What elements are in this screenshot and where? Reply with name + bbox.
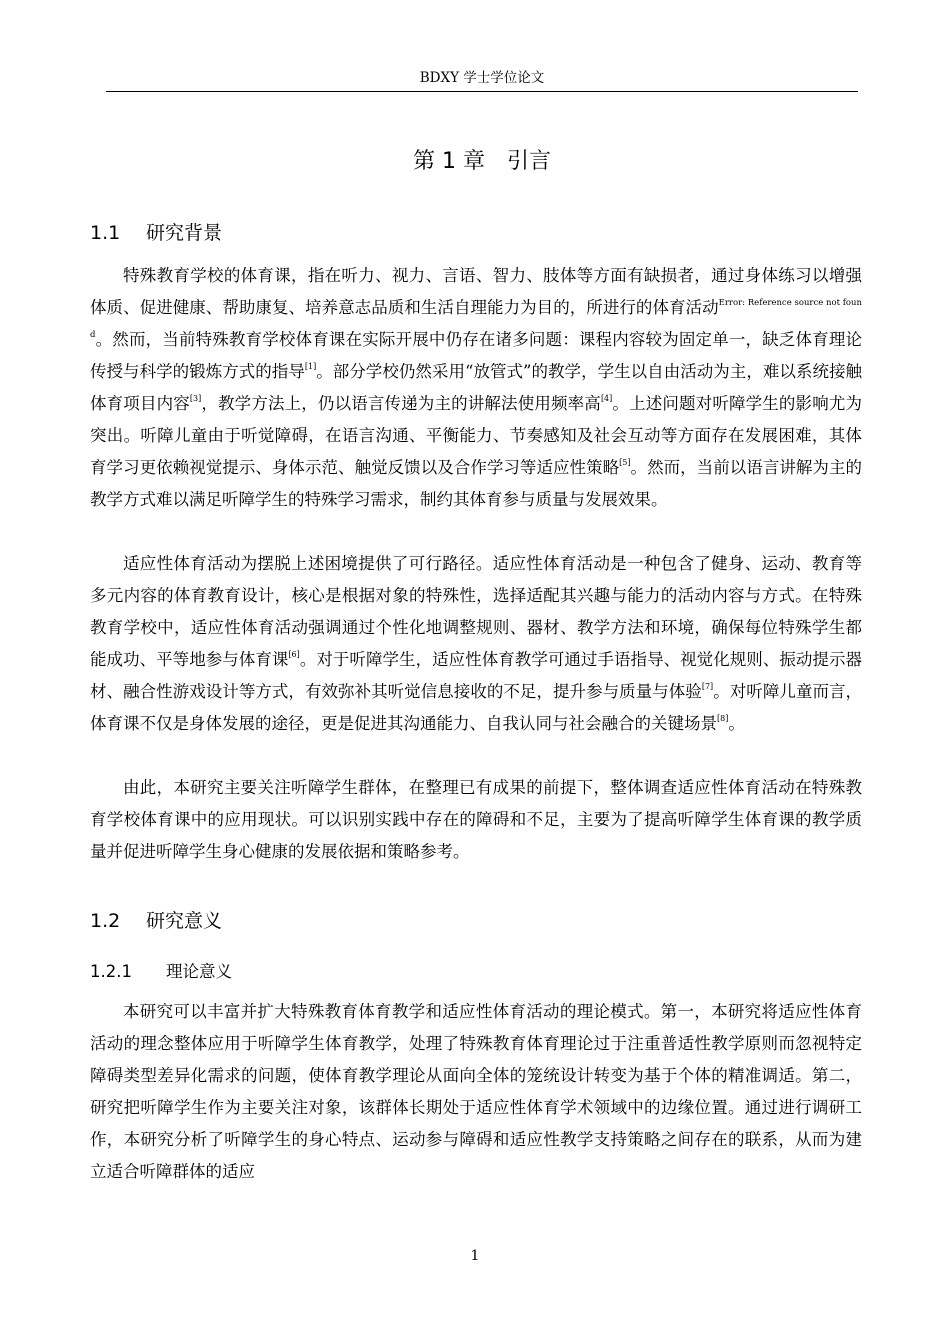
paragraph-background-2: 适应性体育活动为摆脱上述困境提供了可行路径。适应性体育活动是一种包含了健身、运动、教育等多元内容的体育教育设计，核心是根据对象的特殊性，选择适配其兴趣与能力的活动内容与方式。在特殊教育学校中，适应性体育活动强调通过个性化地调整规则、器材、教学方法和环境，确保每位特殊学生都能成功、平等地参与体育课[6]。对于听障学生，适应性体育教学可通过手语指导、视觉化规则、振动提示器材、融合性游戏设计等方式，有效弥补其听觉信息接收的不足，提升参与质量与体验[7]。对听障儿童而言，体育课不仅是身体发展的途径，更是促进其沟通能力、自我认同与社会融合的关键场景[8]。	[90, 554, 863, 733]
citation: [1]	[304, 362, 317, 371]
section-title: 研究意义	[146, 910, 223, 932]
chapter-number: 第 1 章	[413, 149, 485, 174]
paragraph-background-1: 特殊教育学校的体育课，指在听力、视力、言语、智力、肢体等方面有缺损者，通过身体练习以增强体质、促进健康、帮助康复、培养意志品质和生活自理能力为目的，所进行的体育活动$^{Error: Reference source not found}$。然而，当前特殊教育学校体育课在实际开展中仍存在诸多问题：课程内容较为固定单一，缺乏体育理论传授与科学的锻炼方式的指导[1]。部分学校仍然采用“放管式”的教学，学生以自由活动为主，难以系统接触体育项目内容[3]，教学方法上，仍以语言传递为主的讲解法使用频率高[4]。上述问题对听障学生的影响尤为突出。听障儿童由于听觉障碍，在语言沟通、平衡能力、节奏感知及社会互动等方面存在发展困难，其体育学习更依赖视觉提示、身体示范、触觉反馈以及合作学习等适应性策略[5]。然而，当前以语言讲解为主的教学方式难以满足听障学生的特殊学习需求，制约其体育参与质量与发展效果。	[90, 266, 863, 509]
citation: [7]	[701, 682, 714, 691]
section-number: 1.1	[90, 222, 121, 244]
section-heading-1-2	[90, 906, 222, 936]
citation: [8]	[717, 714, 729, 723]
chapter-title	[106, 144, 858, 180]
paragraph-theoretical-significance: 本研究可以丰富并扩大特殊教育体育教学和适应性体育活动的理论模式。第一，本研究将适应性体育活动的理念整体应用于听障学生体育教学，处理了特殊教育体育理论过于注重普适性教学原则而忽视特定障碍类型差异化需求的问题，使体育教学理论从面向全体的笼统设计转变为基于个体的精准调适。第二，研究把听障学生作为主要关注对象，该群体长期处于适应性体育学术领域中的边缘位置。通过进行调研工作，本研究分析了听障学生的身心特点、运动参与障碍和适应性教学支持策略之间存在的联系，从而为建立适合听障群体的适应	[90, 1002, 862, 1181]
chapter-name: 引言	[506, 149, 551, 174]
subsection-number: 1.2.1	[90, 962, 132, 981]
citation: [5]	[619, 458, 631, 467]
citation: [4]	[600, 394, 613, 403]
paragraph-background-3: 由此，本研究主要关注听障学生群体，在整理已有成果的前提下，整体调查适应性体育活动在特殊教育学校体育课中的应用现状。可以识别实践中存在的障碍和不足，主要为了提高听障学生体育课的教学质量并促进听障学生身心健康的发展依据和策略参考。	[90, 778, 862, 861]
section-heading-1-1	[90, 218, 222, 248]
section-title: 研究背景	[146, 222, 223, 244]
subsection-heading-1-2-1	[90, 958, 232, 986]
citation: [6]	[288, 650, 300, 659]
section-number: 1.2	[90, 910, 121, 932]
reference-error: Error: Reference source not found	[90, 298, 862, 340]
citation: [3]	[189, 394, 202, 403]
running-header: BDXY 学士学位论文	[106, 67, 858, 92]
page-number: 1	[470, 1248, 480, 1264]
subsection-title: 理论意义	[166, 962, 232, 981]
